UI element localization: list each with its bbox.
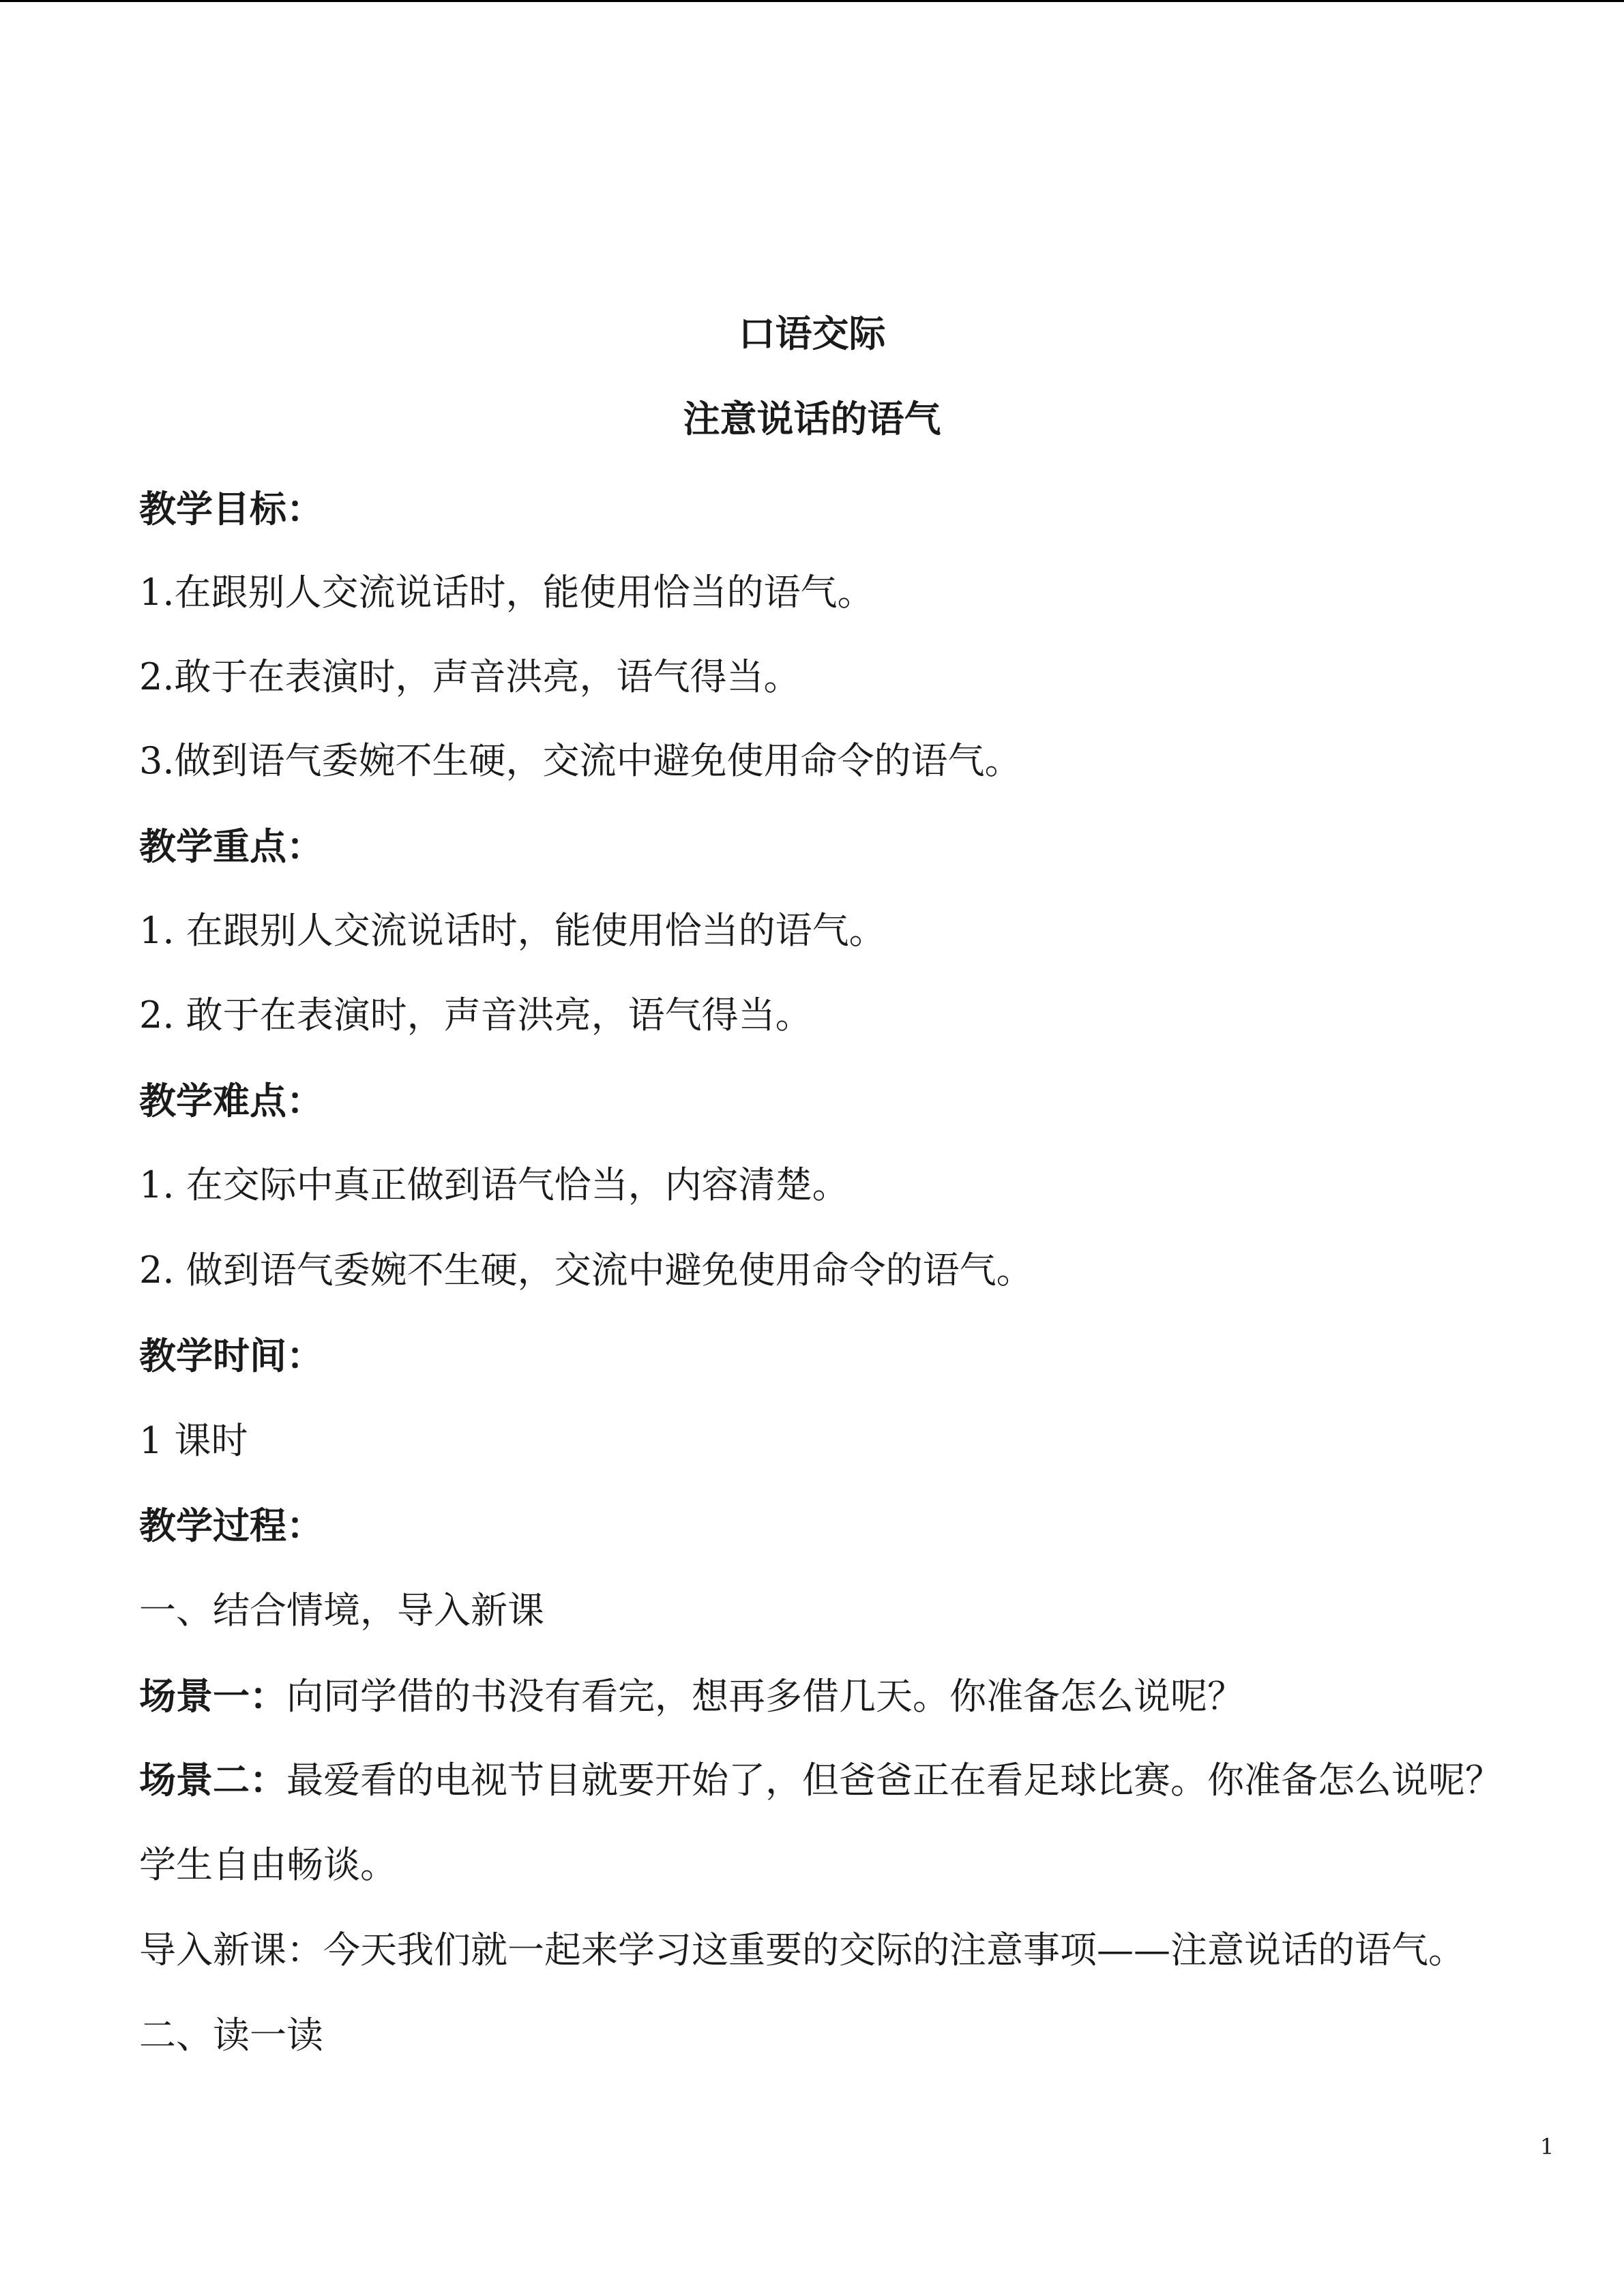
top-border-line: [0, 0, 1624, 2]
intro-text: 导入新课：今天我们就一起来学习这重要的交际的注意事项——注意说话的语气。: [139, 1928, 1465, 1971]
objective-item-3: 3.做到语气委婉不生硬，交流中避免使用命令的语气。: [139, 739, 1022, 782]
process-section-2: 二、读一读: [139, 2014, 323, 2057]
key-point-item-1: 1. 在跟别人交流说话时，能使用恰当的语气。: [139, 909, 886, 952]
process-heading: 教学过程：: [139, 1504, 323, 1547]
difficulties-heading: 教学难点：: [139, 1079, 323, 1122]
difficulty-item-1: 1. 在交际中真正做到语气恰当，内容清楚。: [139, 1163, 849, 1206]
scene-2: [139, 1757, 1502, 1804]
difficulty-item-2: 2. 做到语气委婉不生硬，交流中避免使用命令的语气。: [139, 1249, 1033, 1292]
document-title: 口语交际: [738, 312, 886, 355]
scene-1-text: 向同学借的书没有看完，想再多借几天。你准备怎么说呢？: [286, 1675, 1244, 1718]
scene-1-label: 场景一：: [139, 1675, 286, 1718]
objectives-heading: 教学目标：: [139, 488, 323, 531]
document-subtitle: 注意说话的语气: [683, 398, 941, 441]
discussion-text: 学生自由畅谈。: [139, 1843, 397, 1886]
process-section-1: 一、结合情境，导入新课: [139, 1589, 544, 1632]
time-value: 1 课时: [139, 1419, 248, 1462]
scene-1: [139, 1673, 1244, 1720]
key-point-item-2: 2. 敢于在表演时，声音洪亮，语气得当。: [139, 994, 812, 1037]
scene-2-text: 最爱看的电视节目就要开始了，但爸爸正在看足球比赛。你准备怎么说呢？: [286, 1759, 1502, 1802]
page-number: 1: [1540, 2134, 1554, 2160]
objective-item-2: 2.敢于在表演时，声音洪亮，语气得当。: [139, 655, 801, 698]
objective-item-1: 1.在跟别人交流说话时，能使用恰当的语气。: [139, 571, 874, 614]
scene-2-label: 场景二：: [139, 1759, 286, 1802]
time-heading: 教学时间：: [139, 1335, 323, 1377]
key-points-heading: 教学重点：: [139, 825, 323, 868]
